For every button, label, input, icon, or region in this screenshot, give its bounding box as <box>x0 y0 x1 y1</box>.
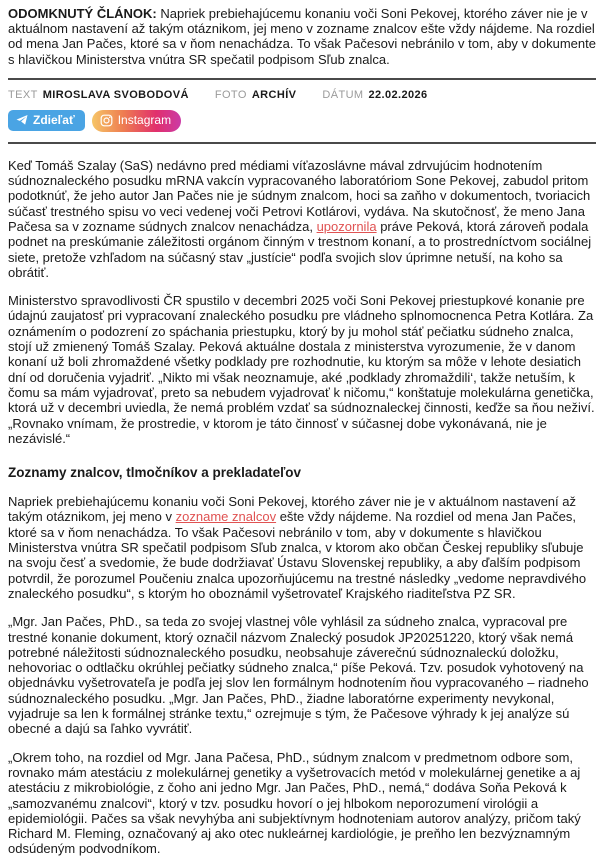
text-run: Keď Tomáš Szalay (SaS) nedávno pred médiami víťazoslávne mával zdrvujúcim hodnotením súdnoznaleckého posudku mRNA vakcín vypracovaného laboratóriom Sone Pekovej, zabudol pritom podotknúť, že jeho autor Jan Pačes nie je súdnym znalcom, hoci sa zaňho v dokumentoch, tvoriacich súčasť trestného spisu vo veci vedenej voči Petrovi Kotlárovi, vydáva. Na skutočnosť, že meno Jana Pačesa sa v zozname súdnych znalcov nenachádza, <box>8 157 591 234</box>
byline-date-label: DÁTUM <box>322 88 364 101</box>
divider-top <box>8 78 596 80</box>
text-run: Ministerstvo spravodlivosti ČR spustilo v decembri 2025 voči Soni Pekovej priestupkové konanie pre údajnú zaujatosť pri vypracovaní znaleckého posudku pre vládneho splnomocnenca Petra Kotlára. Za oznámením o podozrení zo spáchania priestupku, ktorý by ju mohol stáť pečiatku súdneho znalca, stojí už zmienený Tomáš Szalay. Peková aktuálne dostala z ministerstva vyrozumenie, že v danom konaní už boli zhromaždené všetky podklady pre rozhodnutie, ku ktorým sa môže v lehote desiatich dní od doručenia vyjadriť. „Nikto mi však neoznamuje, aké ‚podklady zhromaždili‘, takže netuším, k čomu sa mám vyjadrovať, preto sa nebudem vyjadrovať k ničomu,“ konštatuje molekulárna genetička, ktorá už v decembri uviedla, že nemá problém vzdať sa súdnoznaleckej činnosti, keďže sa ňou neživí. „Rovnako vnímam, že prostredie, v ktorom je táto činnosť v súčasnej dobe vykonávaná, nie je nezávislé.“ <box>8 293 595 446</box>
inline-link[interactable]: zozname znalcov <box>175 509 277 525</box>
byline-photo-value: ARCHÍV <box>251 88 297 101</box>
text-run: ešte vždy nájdeme. Na rozdiel od mena Jan Pačes, ktoré sa v ňom nenachádza. To však Pačesovi nebránilo v tom, aby v dokumente s hlavičkou Ministerstva vnútra SR spečatil podpisom Sľub znalca, v ktorom ako občan Českej republiky sľubuje na svoju česť a svedomie, že bude dodržiavať Ústavu Slovenskej republiky, a aby ďalším podpisom potvrdil, že porozumel Poučeniu znalca upozorňujúcemu na trestné následky „vedome nepravdivého znaleckého posudku“, s ktorým ho oboznámil vyšetrovateľ Krajského riaditeľstva PZ SR. <box>8 509 587 601</box>
byline-photo <box>215 89 297 101</box>
byline-date <box>322 89 427 101</box>
text-run: Zoznamy znalcov, tlmočníkov a prekladateľov <box>8 465 302 481</box>
article-body <box>8 158 596 857</box>
article-paragraph <box>8 494 596 601</box>
byline <box>8 89 596 101</box>
byline-author <box>8 89 189 101</box>
share-button[interactable] <box>8 110 85 131</box>
instagram-icon <box>100 114 113 127</box>
article-paragraph <box>8 614 596 736</box>
byline-text-value: MIROSLAVA SVOBODOVÁ <box>42 88 189 101</box>
divider-bottom <box>8 142 596 144</box>
byline-text-label: TEXT <box>8 88 38 101</box>
intro-text: Napriek prebiehajúcemu konaniu voči Soni Pekovej, ktorého záver nie je v aktuálnom nastavení až takým otáznikom, jej meno v zozname znalcov ešte vždy nájdeme. Na rozdiel od mena Jan Pačes, ktoré sa v ňom nenachádza. To však Pačesovi nebránilo v tom, aby v dokumente s hlavičkou Ministerstva vnútra SR spečatil podpisom Sľub znalca. <box>8 6 596 67</box>
text-run: „Okrem toho, na rozdiel od Mgr. Jana Pačesa, PhD., súdnym znalcom v predmetnom odbore som, rovnako mám atestáciu z molekulárnej genetiky a vyšetrovacích metód v molekulárnej genetike a aj atestáciu z mikrobiológie, z čoho ani jedno Mgr. Jan Pačes, PhD., nemá,“ dodáva Soňa Peková k „samozvanému znalcovi“, ktorý v tzv. posudku hovorí o jej hlbokom neporozumení virológii a epidemiológii. Pačes sa však nevyhýba ani subjektívnym hodnoteniam autorov analýzy, pričom taký Richard M. Fleming, označovaný aj ako otec nukleárnej kardiológie, je preňho len bezvýznamným odsúdeným podvodníkom. <box>8 749 581 857</box>
text-run: Napriek prebiehajúcemu konaniu voči Soni Pekovej, ktorého záver nie je v aktuálnom nastavení až takým otáznikom, jej meno v <box>8 494 576 525</box>
instagram-button[interactable] <box>92 110 181 132</box>
intro-label: ODOMKNUTÝ ČLÁNOK: <box>8 6 157 21</box>
text-run: „Mgr. Jan Pačes, PhD., sa teda zo svojej vlastnej vôle vyhlásil za súdneho znalca, vypracoval pre trestné konanie dokument, ktorý označil názvom Znalecký posudok JP20251220, ktorý však nemá potrebné náležitosti súdnoznaleckého posudku, neobsahuje záverečnú súdnoznaleckú doložku, nehovoriac o odtlačku okrúhlej pečiatky súdneho znalca,“ píše Peková. Tzv. posudok vyhotovený na objednávku vyšetrovateľa je podľa jej slov len formálnym hodnotením ňou vypracovaného – riadneho súdnoznaleckého posudku. „Mgr. Jan Pačes, PhD., žiadne laboratórne experimenty nevykonal, vyjadruje sa len k formálnej stránke textu,“ ozrejmuje s tým, že Pačesove výhrady k jej analýze sú obecné a dajú sa ľahko vyvrátiť. <box>8 614 589 737</box>
inline-link[interactable]: upozornila <box>316 219 377 234</box>
paper-plane-icon <box>16 114 28 126</box>
share-buttons <box>8 110 596 132</box>
section-heading <box>8 465 596 480</box>
article-paragraph <box>8 158 596 280</box>
article-paragraph <box>8 293 596 446</box>
article-paragraph <box>8 750 596 857</box>
text-run: práve Peková, ktorá zároveň podala podnet na preskúmanie záležitosti orgánom činným v trestnom konaní, a to prostredníctvom sociálnej siete, pretože vzhľadom na súčasný stav „justície“ podľa svojich slov úprimne netuší, na koho sa obrátiť. <box>8 219 592 280</box>
intro-paragraph <box>8 6 596 67</box>
share-button-label: Zdieľať <box>33 113 75 128</box>
byline-photo-label: FOTO <box>214 88 247 101</box>
byline-date-value: 22.02.2026 <box>368 88 428 101</box>
instagram-button-label: Instagram <box>117 113 172 128</box>
